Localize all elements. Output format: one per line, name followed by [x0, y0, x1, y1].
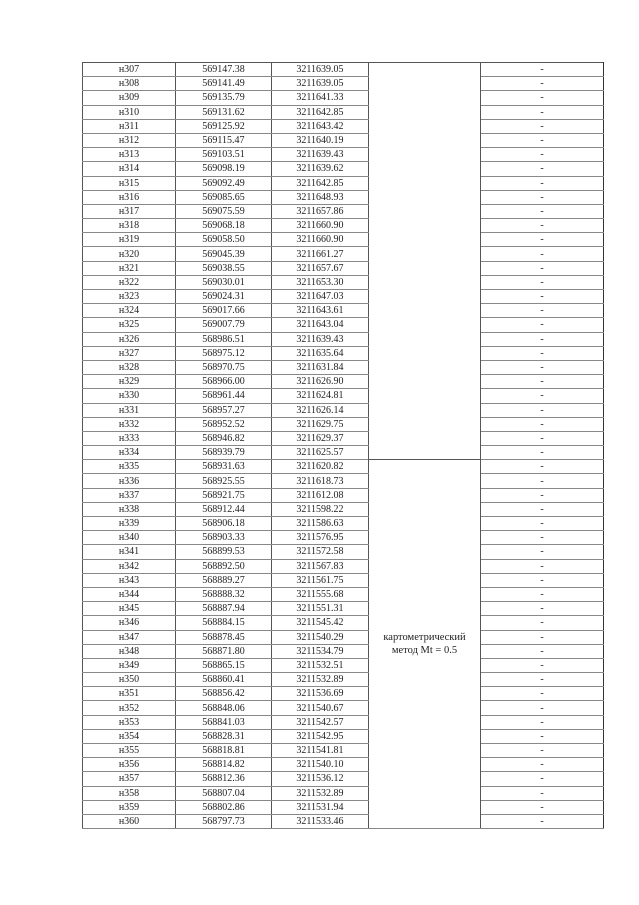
- y-coordinate-cell: 3211536.12: [272, 772, 369, 786]
- table-row: [83, 531, 604, 545]
- error-cell: -: [481, 517, 604, 531]
- x-coordinate-cell: 568906.18: [176, 517, 272, 531]
- point-name-cell: н325: [83, 318, 176, 332]
- error-cell: -: [481, 431, 604, 445]
- x-coordinate-cell: 568856.42: [176, 687, 272, 701]
- table-row: [83, 772, 604, 786]
- point-name-cell: н324: [83, 304, 176, 318]
- table-row: [83, 290, 604, 304]
- error-cell: -: [481, 786, 604, 800]
- table-row: [83, 786, 604, 800]
- x-coordinate-cell: 568966.00: [176, 375, 272, 389]
- y-coordinate-cell: 3211648.93: [272, 190, 369, 204]
- y-coordinate-cell: 3211561.75: [272, 573, 369, 587]
- y-coordinate-cell: 3211540.29: [272, 630, 369, 644]
- error-cell: -: [481, 133, 604, 147]
- point-name-cell: н353: [83, 715, 176, 729]
- y-coordinate-cell: 3211639.05: [272, 77, 369, 91]
- error-cell: -: [481, 758, 604, 772]
- table-row: [83, 658, 604, 672]
- error-cell: -: [481, 502, 604, 516]
- y-coordinate-cell: 3211551.31: [272, 602, 369, 616]
- point-name-cell: н321: [83, 261, 176, 275]
- method-cell-bottom: [369, 460, 481, 829]
- error-cell: -: [481, 332, 604, 346]
- table-row: [83, 758, 604, 772]
- y-coordinate-cell: 3211567.83: [272, 559, 369, 573]
- error-cell: -: [481, 729, 604, 743]
- x-coordinate-cell: 569058.50: [176, 233, 272, 247]
- y-coordinate-cell: 3211532.89: [272, 786, 369, 800]
- y-coordinate-cell: 3211542.57: [272, 715, 369, 729]
- y-coordinate-cell: 3211660.90: [272, 233, 369, 247]
- table-row: [83, 389, 604, 403]
- x-coordinate-cell: 568925.55: [176, 474, 272, 488]
- error-cell: -: [481, 446, 604, 460]
- error-cell: -: [481, 176, 604, 190]
- table-row: [83, 77, 604, 91]
- point-name-cell: н359: [83, 800, 176, 814]
- method-cell-top: [369, 63, 481, 460]
- error-cell: -: [481, 474, 604, 488]
- point-name-cell: н322: [83, 275, 176, 289]
- table-row: [83, 119, 604, 133]
- error-cell: -: [481, 105, 604, 119]
- method-text-line: картометрический: [383, 632, 466, 644]
- error-cell: -: [481, 247, 604, 261]
- table-row: [83, 148, 604, 162]
- error-cell: -: [481, 559, 604, 573]
- error-cell: -: [481, 261, 604, 275]
- x-coordinate-cell: 568848.06: [176, 701, 272, 715]
- x-coordinate-cell: 569024.31: [176, 290, 272, 304]
- y-coordinate-cell: 3211635.64: [272, 346, 369, 360]
- x-coordinate-cell: 569085.65: [176, 190, 272, 204]
- point-name-cell: н326: [83, 332, 176, 346]
- table-row: [83, 417, 604, 431]
- point-name-cell: н350: [83, 673, 176, 687]
- x-coordinate-cell: 568975.12: [176, 346, 272, 360]
- y-coordinate-cell: 3211657.86: [272, 204, 369, 218]
- coordinates-table-body: [83, 63, 604, 829]
- x-coordinate-cell: 568970.75: [176, 360, 272, 374]
- error-cell: -: [481, 687, 604, 701]
- table-row: [83, 346, 604, 360]
- method-text-line: метод Mt = 0.5: [391, 645, 458, 657]
- point-name-cell: н328: [83, 360, 176, 374]
- error-cell: -: [481, 403, 604, 417]
- error-cell: -: [481, 63, 604, 77]
- x-coordinate-cell: 568860.41: [176, 673, 272, 687]
- error-cell: -: [481, 77, 604, 91]
- table-row: [83, 133, 604, 147]
- point-name-cell: н329: [83, 375, 176, 389]
- y-coordinate-cell: 3211660.90: [272, 219, 369, 233]
- point-name-cell: н319: [83, 233, 176, 247]
- table-row: [83, 403, 604, 417]
- y-coordinate-cell: 3211540.10: [272, 758, 369, 772]
- x-coordinate-cell: 569141.49: [176, 77, 272, 91]
- table-row: [83, 360, 604, 374]
- error-cell: -: [481, 715, 604, 729]
- x-coordinate-cell: 569045.39: [176, 247, 272, 261]
- error-cell: -: [481, 488, 604, 502]
- point-name-cell: н348: [83, 644, 176, 658]
- y-coordinate-cell: 3211536.69: [272, 687, 369, 701]
- table-row: [83, 204, 604, 218]
- point-name-cell: н333: [83, 431, 176, 445]
- point-name-cell: н335: [83, 460, 176, 474]
- error-cell: -: [481, 290, 604, 304]
- point-name-cell: н352: [83, 701, 176, 715]
- y-coordinate-cell: 3211598.22: [272, 502, 369, 516]
- x-coordinate-cell: 568952.52: [176, 417, 272, 431]
- x-coordinate-cell: 568802.86: [176, 800, 272, 814]
- table-row: [83, 332, 604, 346]
- y-coordinate-cell: 3211533.46: [272, 814, 369, 828]
- x-coordinate-cell: 568889.27: [176, 573, 272, 587]
- point-name-cell: н318: [83, 219, 176, 233]
- point-name-cell: н344: [83, 587, 176, 601]
- error-cell: -: [481, 644, 604, 658]
- y-coordinate-cell: 3211541.81: [272, 744, 369, 758]
- point-name-cell: н313: [83, 148, 176, 162]
- y-coordinate-cell: 3211576.95: [272, 531, 369, 545]
- error-cell: -: [481, 318, 604, 332]
- y-coordinate-cell: 3211532.51: [272, 658, 369, 672]
- error-cell: -: [481, 304, 604, 318]
- y-coordinate-cell: 3211661.27: [272, 247, 369, 261]
- point-name-cell: н341: [83, 545, 176, 559]
- error-cell: -: [481, 148, 604, 162]
- table-row: [83, 616, 604, 630]
- x-coordinate-cell: 568814.82: [176, 758, 272, 772]
- y-coordinate-cell: 3211647.03: [272, 290, 369, 304]
- x-coordinate-cell: 569030.01: [176, 275, 272, 289]
- x-coordinate-cell: 568884.15: [176, 616, 272, 630]
- error-cell: -: [481, 219, 604, 233]
- y-coordinate-cell: 3211640.19: [272, 133, 369, 147]
- error-cell: -: [481, 417, 604, 431]
- x-coordinate-cell: 569017.66: [176, 304, 272, 318]
- table-row: [83, 602, 604, 616]
- x-coordinate-cell: 569075.59: [176, 204, 272, 218]
- table-row: [83, 587, 604, 601]
- y-coordinate-cell: 3211626.90: [272, 375, 369, 389]
- point-name-cell: н311: [83, 119, 176, 133]
- x-coordinate-cell: 569103.51: [176, 148, 272, 162]
- x-coordinate-cell: 568865.15: [176, 658, 272, 672]
- x-coordinate-cell: 568957.27: [176, 403, 272, 417]
- y-coordinate-cell: 3211641.33: [272, 91, 369, 105]
- point-name-cell: н354: [83, 729, 176, 743]
- table-row: [83, 275, 604, 289]
- table-row: [83, 687, 604, 701]
- x-coordinate-cell: 568986.51: [176, 332, 272, 346]
- point-name-cell: н351: [83, 687, 176, 701]
- point-name-cell: н357: [83, 772, 176, 786]
- point-name-cell: н327: [83, 346, 176, 360]
- point-name-cell: н346: [83, 616, 176, 630]
- y-coordinate-cell: 3211631.84: [272, 360, 369, 374]
- x-coordinate-cell: 568961.44: [176, 389, 272, 403]
- table-row: [83, 630, 604, 644]
- x-coordinate-cell: 568887.94: [176, 602, 272, 616]
- table-row: [83, 261, 604, 275]
- error-cell: -: [481, 701, 604, 715]
- point-name-cell: н338: [83, 502, 176, 516]
- table-row: [83, 431, 604, 445]
- table-row: [83, 304, 604, 318]
- y-coordinate-cell: 3211657.67: [272, 261, 369, 275]
- x-coordinate-cell: 569092.49: [176, 176, 272, 190]
- y-coordinate-cell: 3211626.14: [272, 403, 369, 417]
- x-coordinate-cell: 568946.82: [176, 431, 272, 445]
- table-row: [83, 474, 604, 488]
- x-coordinate-cell: 568921.75: [176, 488, 272, 502]
- y-coordinate-cell: 3211555.68: [272, 587, 369, 601]
- point-name-cell: н309: [83, 91, 176, 105]
- x-coordinate-cell: 568841.03: [176, 715, 272, 729]
- point-name-cell: н316: [83, 190, 176, 204]
- x-coordinate-cell: 569115.47: [176, 133, 272, 147]
- y-coordinate-cell: 3211542.95: [272, 729, 369, 743]
- point-name-cell: н347: [83, 630, 176, 644]
- table-row: [83, 488, 604, 502]
- y-coordinate-cell: 3211639.43: [272, 148, 369, 162]
- x-coordinate-cell: 569068.18: [176, 219, 272, 233]
- y-coordinate-cell: 3211639.05: [272, 63, 369, 77]
- point-name-cell: н312: [83, 133, 176, 147]
- x-coordinate-cell: 568828.31: [176, 729, 272, 743]
- y-coordinate-cell: 3211620.82: [272, 460, 369, 474]
- y-coordinate-cell: 3211625.57: [272, 446, 369, 460]
- error-cell: -: [481, 91, 604, 105]
- point-name-cell: н358: [83, 786, 176, 800]
- error-cell: -: [481, 360, 604, 374]
- error-cell: -: [481, 204, 604, 218]
- table-row: [83, 233, 604, 247]
- x-coordinate-cell: 568903.33: [176, 531, 272, 545]
- error-cell: -: [481, 602, 604, 616]
- table-row: [83, 375, 604, 389]
- error-cell: -: [481, 233, 604, 247]
- error-cell: -: [481, 346, 604, 360]
- x-coordinate-cell: 568807.04: [176, 786, 272, 800]
- x-coordinate-cell: 568818.81: [176, 744, 272, 758]
- table-row: [83, 63, 604, 77]
- error-cell: -: [481, 275, 604, 289]
- y-coordinate-cell: 3211629.37: [272, 431, 369, 445]
- x-coordinate-cell: 569131.62: [176, 105, 272, 119]
- x-coordinate-cell: 569098.19: [176, 162, 272, 176]
- error-cell: -: [481, 460, 604, 474]
- x-coordinate-cell: 568892.50: [176, 559, 272, 573]
- x-coordinate-cell: 568931.63: [176, 460, 272, 474]
- table-row: [83, 715, 604, 729]
- error-cell: -: [481, 162, 604, 176]
- x-coordinate-cell: 569135.79: [176, 91, 272, 105]
- point-name-cell: н340: [83, 531, 176, 545]
- y-coordinate-cell: 3211639.62: [272, 162, 369, 176]
- x-coordinate-cell: 568878.45: [176, 630, 272, 644]
- x-coordinate-cell: 568888.32: [176, 587, 272, 601]
- y-coordinate-cell: 3211639.43: [272, 332, 369, 346]
- table-row: [83, 545, 604, 559]
- point-name-cell: н308: [83, 77, 176, 91]
- y-coordinate-cell: 3211545.42: [272, 616, 369, 630]
- x-coordinate-cell: 568797.73: [176, 814, 272, 828]
- y-coordinate-cell: 3211643.04: [272, 318, 369, 332]
- error-cell: -: [481, 587, 604, 601]
- point-name-cell: н356: [83, 758, 176, 772]
- y-coordinate-cell: 3211642.85: [272, 105, 369, 119]
- y-coordinate-cell: 3211624.81: [272, 389, 369, 403]
- table-row: [83, 176, 604, 190]
- coordinates-table: [82, 62, 604, 829]
- table-row: [83, 105, 604, 119]
- table-row: [83, 517, 604, 531]
- table-row: [83, 502, 604, 516]
- point-name-cell: н331: [83, 403, 176, 417]
- point-name-cell: н355: [83, 744, 176, 758]
- y-coordinate-cell: 3211532.89: [272, 673, 369, 687]
- point-name-cell: н336: [83, 474, 176, 488]
- x-coordinate-cell: 569038.55: [176, 261, 272, 275]
- table-row: [83, 573, 604, 587]
- error-cell: -: [481, 630, 604, 644]
- x-coordinate-cell: 569125.92: [176, 119, 272, 133]
- table-row: [83, 729, 604, 743]
- error-cell: -: [481, 545, 604, 559]
- point-name-cell: н343: [83, 573, 176, 587]
- y-coordinate-cell: 3211629.75: [272, 417, 369, 431]
- error-cell: -: [481, 190, 604, 204]
- table-row: [83, 190, 604, 204]
- point-name-cell: н332: [83, 417, 176, 431]
- table-row: [83, 673, 604, 687]
- y-coordinate-cell: 3211540.67: [272, 701, 369, 715]
- point-name-cell: н314: [83, 162, 176, 176]
- x-coordinate-cell: 568912.44: [176, 502, 272, 516]
- error-cell: -: [481, 772, 604, 786]
- table-row: [83, 247, 604, 261]
- table-row: [83, 219, 604, 233]
- x-coordinate-cell: 568939.79: [176, 446, 272, 460]
- table-row: [83, 318, 604, 332]
- y-coordinate-cell: 3211612.08: [272, 488, 369, 502]
- table-row: [83, 91, 604, 105]
- error-cell: -: [481, 573, 604, 587]
- y-coordinate-cell: 3211618.73: [272, 474, 369, 488]
- x-coordinate-cell: 568871.80: [176, 644, 272, 658]
- point-name-cell: н334: [83, 446, 176, 460]
- point-name-cell: н349: [83, 658, 176, 672]
- x-coordinate-cell: 568899.53: [176, 545, 272, 559]
- table-row: [83, 701, 604, 715]
- table-row: [83, 644, 604, 658]
- table-row: [83, 800, 604, 814]
- point-name-cell: н342: [83, 559, 176, 573]
- error-cell: -: [481, 616, 604, 630]
- x-coordinate-cell: 568812.36: [176, 772, 272, 786]
- y-coordinate-cell: 3211572.58: [272, 545, 369, 559]
- point-name-cell: н317: [83, 204, 176, 218]
- error-cell: -: [481, 389, 604, 403]
- point-name-cell: н337: [83, 488, 176, 502]
- point-name-cell: н323: [83, 290, 176, 304]
- point-name-cell: н345: [83, 602, 176, 616]
- table-row: [83, 744, 604, 758]
- error-cell: -: [481, 658, 604, 672]
- table-row: [83, 814, 604, 828]
- point-name-cell: н339: [83, 517, 176, 531]
- y-coordinate-cell: 3211643.61: [272, 304, 369, 318]
- y-coordinate-cell: 3211534.79: [272, 644, 369, 658]
- x-coordinate-cell: 569147.38: [176, 63, 272, 77]
- x-coordinate-cell: 569007.79: [176, 318, 272, 332]
- table-row: [83, 460, 604, 474]
- y-coordinate-cell: 3211586.63: [272, 517, 369, 531]
- point-name-cell: н315: [83, 176, 176, 190]
- error-cell: -: [481, 800, 604, 814]
- y-coordinate-cell: 3211642.85: [272, 176, 369, 190]
- error-cell: -: [481, 531, 604, 545]
- point-name-cell: н310: [83, 105, 176, 119]
- point-name-cell: н307: [83, 63, 176, 77]
- table-row: [83, 162, 604, 176]
- table-row: [83, 559, 604, 573]
- point-name-cell: н360: [83, 814, 176, 828]
- point-name-cell: н320: [83, 247, 176, 261]
- error-cell: -: [481, 814, 604, 828]
- error-cell: -: [481, 744, 604, 758]
- y-coordinate-cell: 3211653.30: [272, 275, 369, 289]
- error-cell: -: [481, 375, 604, 389]
- error-cell: -: [481, 119, 604, 133]
- error-cell: -: [481, 673, 604, 687]
- y-coordinate-cell: 3211531.94: [272, 800, 369, 814]
- y-coordinate-cell: 3211643.42: [272, 119, 369, 133]
- table-row: [83, 446, 604, 460]
- point-name-cell: н330: [83, 389, 176, 403]
